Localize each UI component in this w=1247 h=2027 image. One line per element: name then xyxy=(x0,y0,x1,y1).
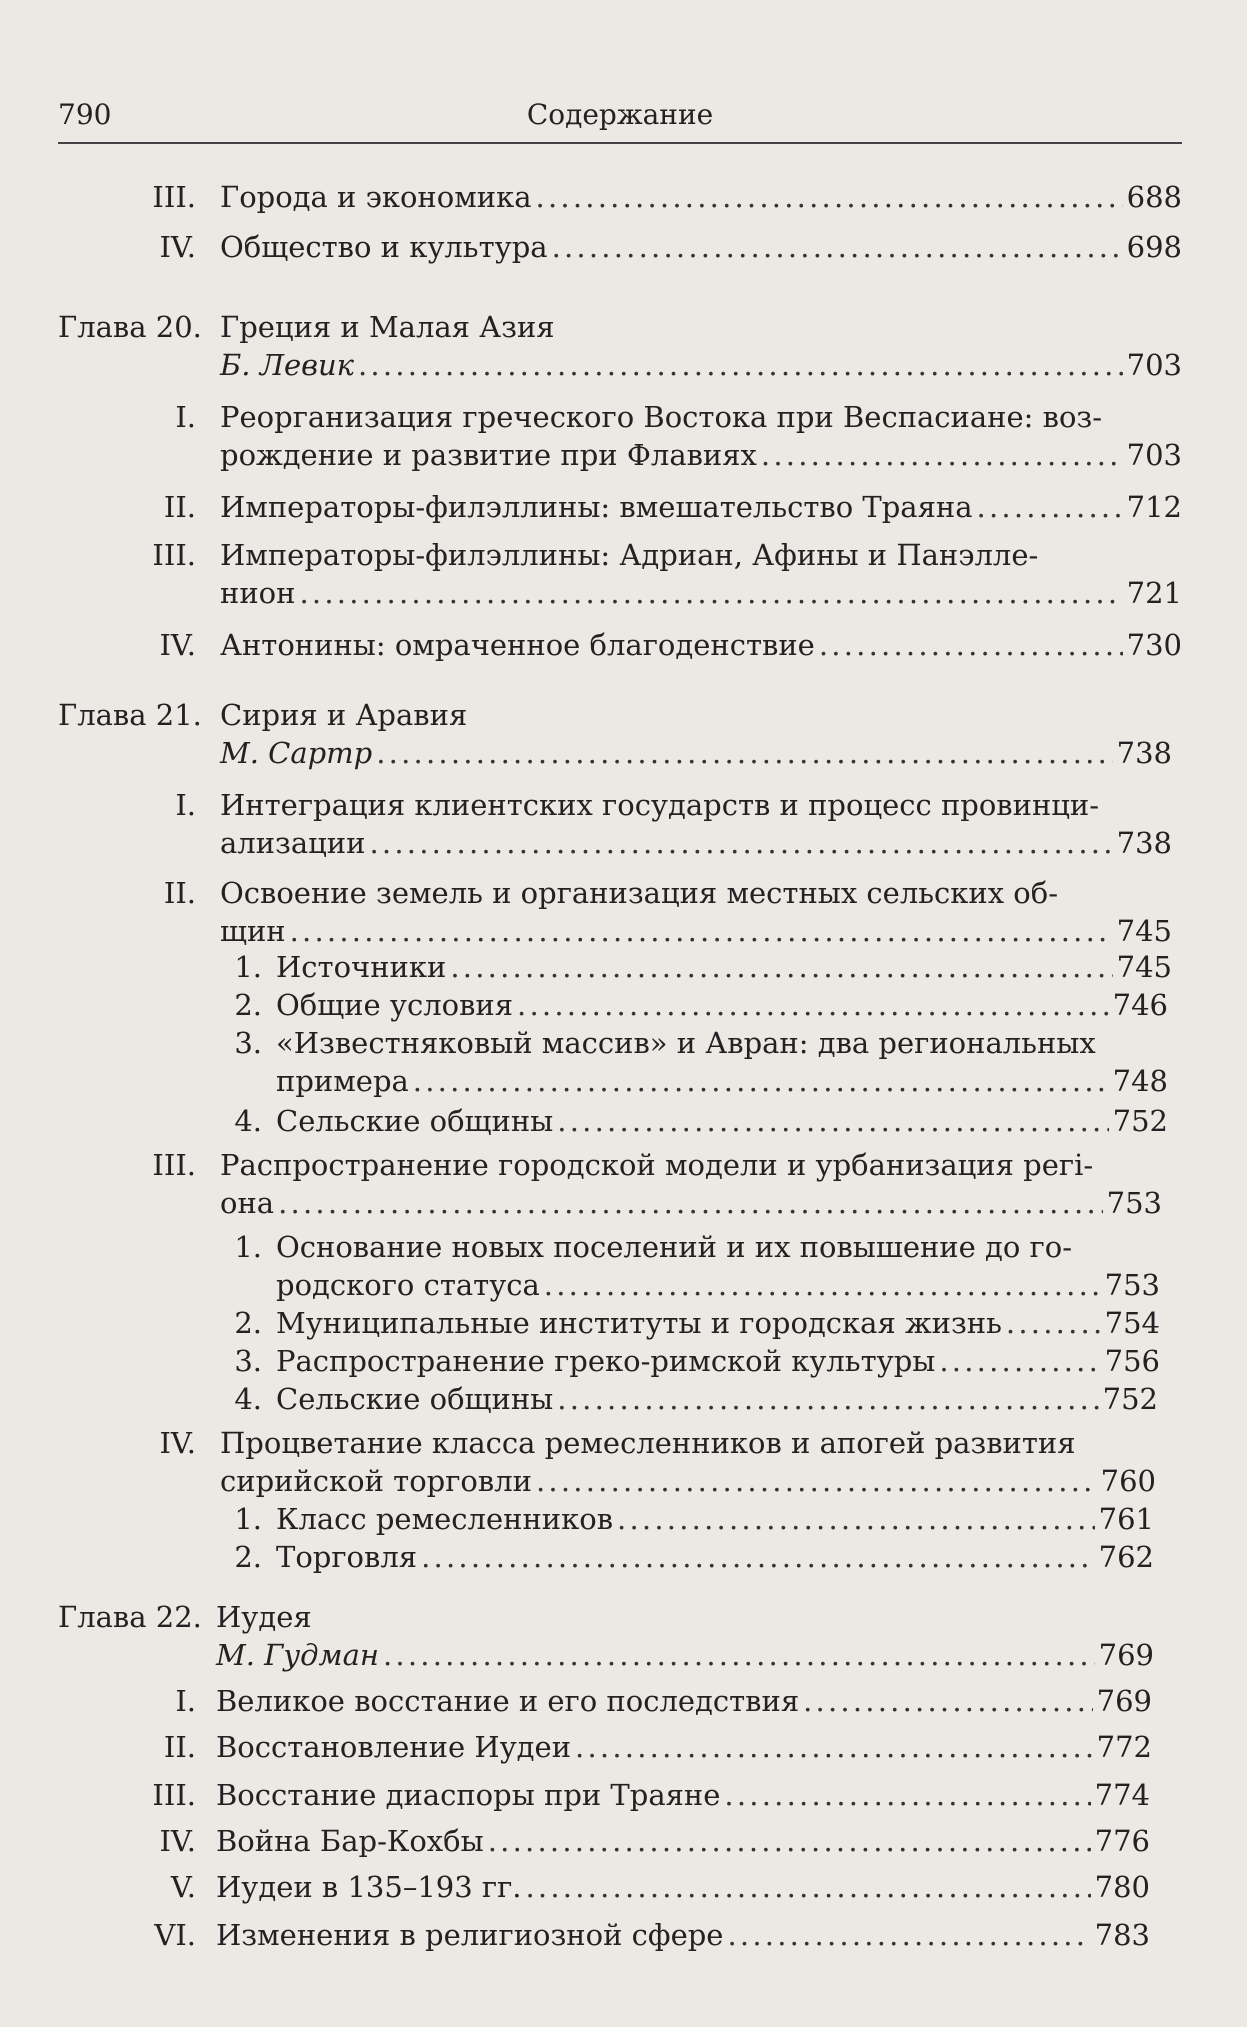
toc-entry-title: Греция и Малая Азия xyxy=(220,310,555,344)
dot-leader xyxy=(450,948,1112,986)
toc-entry-title: примера xyxy=(276,1064,409,1098)
toc-entry-title: нион xyxy=(220,576,296,610)
toc-entry-title: Иудея xyxy=(216,1600,312,1634)
toc-entry-label: 1. xyxy=(234,950,262,984)
toc-entry-label: 2. xyxy=(234,1306,262,1340)
toc-entry-title: ализации xyxy=(220,826,366,860)
dot-leader xyxy=(278,1184,1103,1222)
dot-leader xyxy=(299,574,1122,612)
toc-entry-label: I. xyxy=(175,788,196,822)
toc-entry-label: 1. xyxy=(234,1502,262,1536)
toc-entry-title: Торговля xyxy=(276,1540,418,1574)
dot-leader xyxy=(383,1636,1095,1674)
toc-entry-title: Основание новых поселений и их повышение до го- xyxy=(276,1230,1072,1264)
toc-entry-page: 760 xyxy=(1100,1464,1156,1498)
toc-entry-title: Сирия и Аравия xyxy=(220,698,468,732)
toc-entry-page: 746 xyxy=(1112,988,1168,1022)
toc-entry-page: 738 xyxy=(1116,736,1172,770)
toc-entry-label: III. xyxy=(152,538,196,572)
dot-leader xyxy=(724,1776,1090,1814)
dot-leader xyxy=(727,1916,1090,1954)
toc-entry-page: 753 xyxy=(1106,1186,1162,1220)
toc-entry-label: III. xyxy=(152,1778,196,1812)
dot-leader xyxy=(413,1062,1109,1100)
toc-entry-title: сирийской торговли xyxy=(220,1464,532,1498)
toc-entry-label: II. xyxy=(163,490,196,524)
dot-leader xyxy=(376,734,1112,772)
toc-entry-page: 774 xyxy=(1094,1778,1150,1812)
dot-leader xyxy=(358,346,1123,384)
toc-entry-page: 769 xyxy=(1098,1638,1154,1672)
dot-leader xyxy=(544,1266,1101,1304)
toc-entry-title: Класс ремесленников xyxy=(276,1502,614,1536)
toc-entry-page: 754 xyxy=(1104,1306,1160,1340)
toc-entry-page: 721 xyxy=(1126,576,1182,610)
running-title: Содержание xyxy=(526,98,714,131)
toc-entry-page: 762 xyxy=(1098,1540,1154,1574)
toc-entry-title: рождение и развитие при Флавиях xyxy=(220,438,757,472)
toc-entry-page: 772 xyxy=(1096,1730,1152,1764)
toc-entry-page: 780 xyxy=(1094,1870,1150,1904)
toc-entry-label: Глава 22. xyxy=(58,1600,202,1634)
toc-entry-label: VI. xyxy=(154,1918,196,1952)
toc-entry-page: 752 xyxy=(1102,1382,1158,1416)
toc-entry-page: 703 xyxy=(1126,348,1182,382)
toc-entry-page: 748 xyxy=(1112,1064,1168,1098)
toc-entry-page: 753 xyxy=(1104,1268,1160,1302)
dot-leader xyxy=(290,912,1113,950)
toc-entry-title: М. Сартр xyxy=(220,736,373,770)
toc-entry-label: Глава 20. xyxy=(58,310,202,344)
toc-entry-label: III. xyxy=(152,1148,196,1182)
dot-leader xyxy=(617,1500,1095,1538)
toc-entry-label: IV. xyxy=(159,1824,196,1858)
toc-entry-label: 3. xyxy=(234,1026,262,1060)
toc-entry-title: Распространение греко-римской культуры xyxy=(276,1344,936,1378)
toc-entry-title: Реорганизация греческого Востока при Веспасиане: воз- xyxy=(220,400,1103,434)
toc-entry-title: Императоры-филэллины: Адриан, Афины и Панэлле- xyxy=(220,538,1039,572)
toc-entry-title: Антонины: омраченное благоденствие xyxy=(220,628,815,662)
dot-leader xyxy=(803,1682,1093,1720)
dot-leader xyxy=(557,1102,1108,1140)
dot-leader xyxy=(761,436,1123,474)
toc-entry-label: 4. xyxy=(234,1382,262,1416)
toc-entry-page: 756 xyxy=(1104,1344,1160,1378)
dot-leader xyxy=(939,1342,1100,1380)
page-number: 790 xyxy=(58,98,112,131)
toc-entry-title: «Известняковый массив» и Авран: два региональных xyxy=(276,1026,1096,1060)
toc-entry-page: 745 xyxy=(1116,950,1172,984)
dot-leader xyxy=(1006,1304,1101,1342)
toc-entry-page: 776 xyxy=(1094,1824,1150,1858)
toc-entry-title: Интеграция клиентских государств и процесс провинци- xyxy=(220,788,1100,822)
toc-entry-label: I. xyxy=(175,400,196,434)
toc-entry-label: 4. xyxy=(234,1104,262,1138)
dot-leader xyxy=(517,986,1109,1024)
toc-entry-title: щин xyxy=(220,914,286,948)
toc-entry-title: Процветание класса ремесленников и апогей развития xyxy=(220,1426,1076,1460)
dot-leader xyxy=(421,1538,1095,1576)
toc-entry-title: родского статуса xyxy=(276,1268,540,1302)
toc-entry-page: 783 xyxy=(1094,1918,1150,1952)
toc-entry-title: Распространение городской модели и урбанизация регі- xyxy=(220,1148,1094,1182)
toc-entry-title: Война Бар-Кохбы xyxy=(216,1824,484,1858)
toc-entry-title: Освоение земель и организация местных сельских об- xyxy=(220,876,1059,910)
toc-entry-title: Общие условия xyxy=(276,988,514,1022)
toc-entry-title: Муниципальные институты и городская жизнь xyxy=(276,1306,1002,1340)
toc-entry-page: 703 xyxy=(1126,438,1182,472)
toc-entry-title: Императоры-филэллины: вмешательство Траяна xyxy=(220,490,973,524)
dot-leader xyxy=(977,488,1123,526)
toc-entry-page: 698 xyxy=(1126,230,1182,264)
toc-entry-title: Великое восстание и его последствия xyxy=(216,1684,800,1718)
page-header xyxy=(58,98,1182,144)
toc-entry-page: 761 xyxy=(1098,1502,1154,1536)
toc-entry-label: IV. xyxy=(159,1426,196,1460)
toc-entry-label: II. xyxy=(163,1730,196,1764)
dot-leader xyxy=(575,1728,1093,1766)
toc-entry-label: 2. xyxy=(234,988,262,1022)
toc-entry-page: 688 xyxy=(1126,180,1182,214)
dot-leader xyxy=(369,824,1112,862)
toc-entry-title: Восстание диаспоры при Траяне xyxy=(216,1778,721,1812)
toc-entry-title: Изменения в религиозной сфере xyxy=(216,1918,724,1952)
toc-entry-page: 712 xyxy=(1126,490,1182,524)
toc-entry-label: V. xyxy=(170,1870,196,1904)
dot-leader xyxy=(552,228,1123,266)
dot-leader xyxy=(557,1380,1098,1418)
dot-leader xyxy=(488,1822,1091,1860)
dot-leader xyxy=(536,1462,1097,1500)
toc-entry-label: III. xyxy=(152,180,196,214)
toc-entry-page: 730 xyxy=(1126,628,1182,662)
toc-entry-page: 745 xyxy=(1116,914,1172,948)
toc-entry-title: М. Гудман xyxy=(216,1638,379,1672)
dot-leader xyxy=(819,626,1123,664)
toc-entry-title: Общество и культура xyxy=(220,230,548,264)
toc-entry-label: IV. xyxy=(159,628,196,662)
toc-entry-title: Сельские общины xyxy=(276,1382,554,1416)
toc-entry-label: Глава 21. xyxy=(58,698,202,732)
toc-entry-title: Иудеи в 135–193 гг. xyxy=(216,1870,522,1904)
toc-entry-label: IV. xyxy=(159,230,196,264)
dot-leader xyxy=(536,178,1123,216)
toc-entry-label: 1. xyxy=(234,1230,262,1264)
toc-entry-title: Восстановление Иудеи xyxy=(216,1730,572,1764)
toc-entry-label: I. xyxy=(175,1684,196,1718)
dot-leader xyxy=(526,1868,1091,1906)
toc-entry-page: 752 xyxy=(1112,1104,1168,1138)
toc-entry-label: 3. xyxy=(234,1344,262,1378)
toc-entry-title: Б. Левик xyxy=(220,348,354,382)
toc-entry-label: II. xyxy=(163,876,196,910)
toc-entry-label: 2. xyxy=(234,1540,262,1574)
toc-entry-title: Источники xyxy=(276,950,447,984)
toc-entry-page: 738 xyxy=(1116,826,1172,860)
toc-entry-title: Сельские общины xyxy=(276,1104,554,1138)
toc-entry-title: Города и экономика xyxy=(220,180,532,214)
toc-entry-page: 769 xyxy=(1096,1684,1152,1718)
toc-entry-title: она xyxy=(220,1186,275,1220)
